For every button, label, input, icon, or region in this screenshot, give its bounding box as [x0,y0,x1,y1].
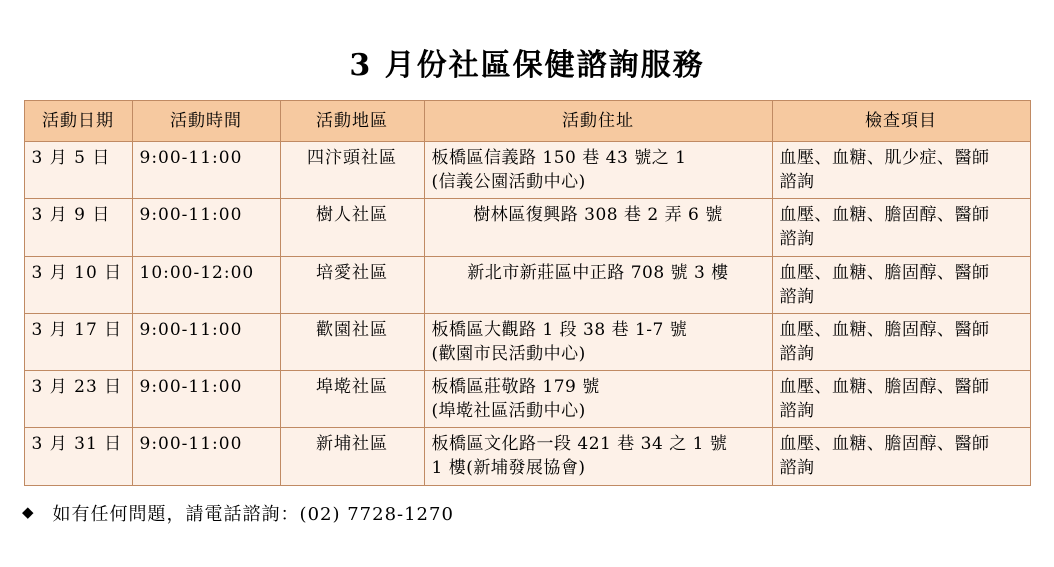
cell-date: 3 月 23 日 [24,371,132,428]
cell-items [772,428,1030,485]
table-row [24,256,1030,313]
table-row [24,142,1030,199]
cell-items [772,142,1030,199]
items-line: 諮詢 [779,458,815,479]
address-line: (歡園市民活動中心) [431,343,586,364]
cell-address [424,371,772,428]
column-header-items: 檢查項目 [772,101,1030,142]
cell-address [424,428,772,485]
address-line: 板橋區文化路一段 421 巷 34 之 1 號 [431,434,728,455]
items-line: 諮詢 [779,401,815,422]
schedule-table [24,100,1031,486]
cell-area: 歡園社區 [280,313,424,370]
diamond-bullet-icon: ◆ [22,503,35,521]
page-title: 3 月份社區保健諮詢服務 [349,48,705,83]
table-row [24,428,1030,485]
cell-address [424,142,772,199]
items-line: 血壓、血糖、膽固醇、醫師 [779,205,990,226]
cell-date: 3 月 5 日 [24,142,132,199]
items-line: 血壓、血糖、膽固醇、醫師 [779,377,990,397]
address-line: 板橋區莊敬路 179 號 [431,377,600,397]
cell-time: 9:00-11:00 [132,199,280,256]
cell-date: 3 月 17 日 [24,313,132,370]
cell-time: 9:00-11:00 [132,428,280,485]
cell-area: 埠墘社區 [280,371,424,428]
cell-address [424,313,772,370]
items-line: 諮詢 [779,229,815,250]
address-line: 板橋區大觀路 1 段 38 巷 1-7 號 [431,319,688,340]
cell-area: 新埔社區 [280,428,424,485]
cell-area: 樹人社區 [280,199,424,256]
column-header-time: 活動時間 [132,101,280,142]
table-header [24,101,1030,142]
column-header-address: 活動住址 [424,101,772,142]
items-line: 血壓、血糖、肌少症、醫師 [779,148,990,168]
cell-items [772,371,1030,428]
footnote [22,500,1054,526]
cell-items [772,256,1030,313]
cell-items [772,199,1030,256]
cell-time: 9:00-11:00 [132,142,280,199]
column-header-date: 活動日期 [24,101,132,142]
address-line: 1 樓(新埔發展協會) [431,458,586,479]
items-line: 諮詢 [779,286,815,307]
address-line: (埠墘社區活動中心) [431,401,586,422]
cell-time: 9:00-11:00 [132,313,280,370]
cell-time: 9:00-11:00 [132,371,280,428]
cell-date: 3 月 9 日 [24,199,132,256]
table-header-row [24,101,1030,142]
table-row [24,199,1030,256]
items-line: 諮詢 [779,172,815,193]
address-line: 樹林區復興路 308 巷 2 弄 6 號 [473,205,723,226]
cell-address [424,199,772,256]
cell-address [424,256,772,313]
items-line: 諮詢 [779,343,815,364]
address-line: 新北市新莊區中正路 708 號 3 樓 [467,262,729,283]
table-row [24,313,1030,370]
table-row [24,371,1030,428]
cell-date: 3 月 31 日 [24,428,132,485]
cell-area: 四汴頭社區 [280,142,424,199]
column-header-area: 活動地區 [280,101,424,142]
cell-area: 培愛社區 [280,256,424,313]
footnote-text: 如有任何問題，請電話諮詢：(02) 7728-1270 [52,503,454,525]
address-line: (信義公園活動中心) [431,172,586,193]
address-line: 板橋區信義路 150 巷 43 號之 1 [431,148,687,168]
cell-time: 10:00-12:00 [132,256,280,313]
items-line: 血壓、血糖、膽固醇、醫師 [779,319,990,340]
items-line: 血壓、血糖、膽固醇、醫師 [779,262,990,283]
cell-date: 3 月 10 日 [24,256,132,313]
cell-items [772,313,1030,370]
table-body [24,142,1030,486]
items-line: 血壓、血糖、膽固醇、醫師 [779,434,990,455]
